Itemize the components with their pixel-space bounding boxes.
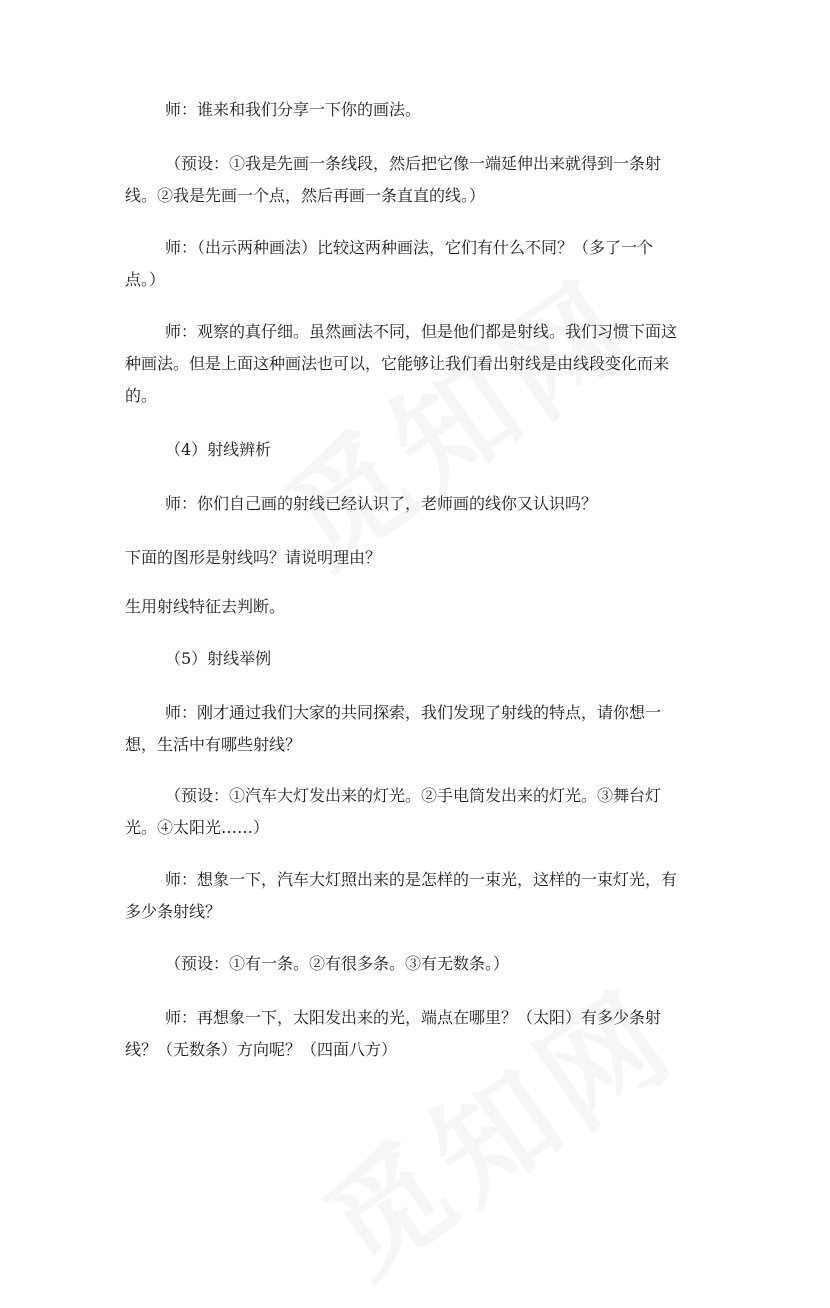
text-line: 线？（无数条）方向呢？（四面八方） <box>125 1040 398 1059</box>
text-line: 种画法。但是上面这种画法也可以，它能够让我们看出射线是由线段变化而来 <box>125 354 670 373</box>
section-heading <box>165 434 740 466</box>
paragraph <box>125 1002 700 1066</box>
text-line: 生用射线特征去判断。 <box>125 597 286 616</box>
text-line: 师：你们自己画的射线已经认识了，老师画的线你又认识吗？ <box>165 494 598 513</box>
section-heading <box>165 643 740 675</box>
paragraph <box>125 591 700 623</box>
text-line: 下面的图形是射线吗？请说明理由？ <box>125 548 382 567</box>
text-line: 线。②我是先画一个点，然后再画一条直直的线。） <box>125 186 486 205</box>
text-line: 师：再想象一下，太阳发出来的光，端点在哪里？（太阳）有多少条射 <box>165 1008 662 1027</box>
watermark <box>286 944 704 1308</box>
text-line: （预设：①我是先画一条线段，然后把它像一端延伸出来就得到一条射 <box>165 154 662 173</box>
text-line: 师：刚才通过我们大家的共同探索，我们发现了射线的特点，请你想一 <box>165 703 662 722</box>
paragraph <box>165 948 740 980</box>
text-line: 光。④太阳光……） <box>125 818 270 837</box>
text-line: 的。 <box>125 386 158 405</box>
paragraph <box>125 542 700 574</box>
paragraph <box>165 488 740 520</box>
text-line: 师：观察的真仔细。虽然画法不同，但是他们都是射线。我们习惯下面这 <box>165 322 678 341</box>
paragraph <box>165 94 740 126</box>
text-line: （4）射线辨析 <box>165 440 272 459</box>
text-line: （预设：①汽车大灯发出来的灯光。②手电筒发出来的灯光。③舞台灯 <box>165 786 662 805</box>
text-line: 师：谁来和我们分享一下你的画法。 <box>165 100 422 119</box>
text-line: 想，生活中有哪些射线？ <box>125 735 302 754</box>
paragraph <box>125 697 700 761</box>
text-line: 师：（出示两种画法）比较这两种画法，它们有什么不同？（多了一个 <box>165 238 654 257</box>
paragraph <box>125 316 700 412</box>
text-line: （5）射线举例 <box>165 649 272 668</box>
paragraph <box>125 780 700 844</box>
paragraph <box>125 148 700 212</box>
text-line: 点。） <box>125 270 166 289</box>
text-line: 师：想象一下，汽车大灯照出来的是怎样的一束光，这样的一束灯光，有 <box>165 870 678 889</box>
paragraph <box>125 232 700 296</box>
text-line: （预设：①有一条。②有很多条。③有无数条。） <box>165 954 510 973</box>
paragraph <box>125 864 700 928</box>
text-line: 多少条射线？ <box>125 902 222 921</box>
